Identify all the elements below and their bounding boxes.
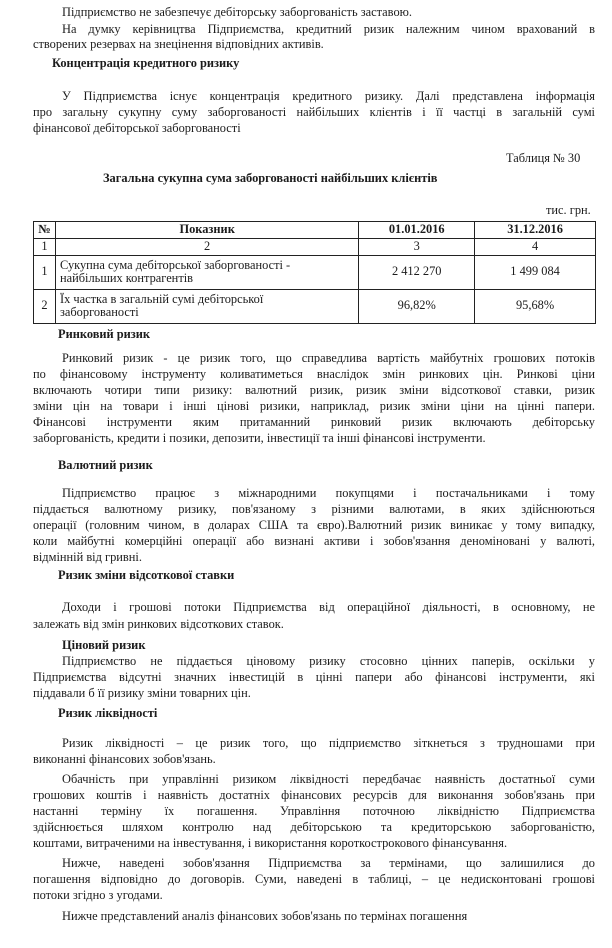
- section-heading-price-risk: Ціновий ризик: [62, 638, 146, 652]
- header-date-start: 01.01.2016: [359, 222, 475, 239]
- market-line-2: по фінансовому інструменту коливатиметься внаслідок змін ринкових цін. Ринкові ціни: [33, 367, 595, 381]
- table-colnum-row: [34, 239, 596, 256]
- intro-line-1: Підприємство не забезпечує дебіторську заборгованість заставою.: [62, 5, 412, 19]
- table-row: [34, 289, 596, 323]
- row-label-line: заборгованості: [59, 305, 139, 319]
- liquidity-line-2: виконанні фінансових зобов'язань.: [33, 752, 216, 766]
- concentration-line-3: фінансової дебіторської заборгованості: [33, 121, 241, 135]
- price-line-2: Підприємства відсутні значних інвестицій в цінні папери або фінансові інструменти, які: [33, 670, 595, 684]
- market-line-6: заборгованість, кредити і позики, депозити, інвестиції та інші фінансові інструменти.: [33, 431, 486, 445]
- row-label-line: найбільших контрагентів: [59, 271, 194, 285]
- liquidity-line-3: Обачність при управлінні ризиком ліквідності передбачає наявність достатньої суми: [62, 772, 595, 786]
- section-heading-currency-risk: Валютний ризик: [58, 458, 153, 472]
- liquidity-line-7: коштами, витраченими на інвестування, і використання короткострокового фінансування.: [33, 836, 508, 850]
- currency-line-3: операції (головним чином, в доларах США та євро).Валютний ризик виникає у тому випадку,: [33, 518, 595, 532]
- colnum-2: 2: [55, 239, 358, 256]
- market-line-4: зміни цін на товари і інші цінові ризики, наприклад, ризик зміни ціни на цінні папери.: [33, 399, 595, 413]
- section-heading-concentration: Концентрація кредитного ризику: [52, 56, 240, 70]
- intro-line-2b: створених резервах на знецінення відповідних активів.: [33, 37, 324, 51]
- row-number: 1: [34, 255, 56, 289]
- colnum-3: 3: [359, 239, 475, 256]
- concentration-line-1: У Підприємства існує концентрація кредитного ризику. Далі представлена інформація: [62, 89, 595, 103]
- section-heading-market-risk: Ринковий ризик: [58, 327, 151, 341]
- row-value-end: 1 499 084: [475, 255, 596, 289]
- market-line-1: Ринковий ризик - це ризик того, що справедлива вартість майбутніх грошових потоків: [62, 351, 595, 365]
- currency-line-2: піддається валютному ризику, пов'язаному з різними валютами, в яких здійснюються: [33, 502, 595, 516]
- intro-line-2a: На думку керівництва Підприємства, кредитний ризик належним чином врахований в: [62, 22, 595, 36]
- interest-line-2: залежать від змін ринкових відсоткових ставок.: [33, 617, 284, 631]
- row-number: 2: [34, 289, 56, 323]
- section-heading-liquidity-risk: Ризик ліквідності: [58, 706, 158, 720]
- debt-table: [33, 221, 596, 324]
- table-unit: тис. грн.: [546, 203, 591, 217]
- interest-line-1: Доходи і грошові потоки Підприємства від операційної діяльності, в основному, не: [62, 600, 595, 614]
- row-label: [55, 255, 358, 289]
- header-number: №: [34, 222, 56, 239]
- table-row: [34, 255, 596, 289]
- liquidity-line-5: настанні терміну їх погашення. Управління поточною ліквідністю Підприємства: [33, 804, 595, 818]
- liquidity-line-6: здійснюється шляхом контролю над дебіторською та кредиторською заборгованістю,: [33, 820, 595, 834]
- market-line-3: включають чотири типи ризику: валютний ризик, ризик зміни відсоткової ставки, ризик: [33, 383, 595, 397]
- liquidity-line-9: погашення відповідно до договорів. Суми, наведені в таблиці, – це недисконтовані грошові: [33, 872, 595, 886]
- table-title: Загальна сукупна сума заборгованості найбільших клієнтів: [103, 171, 438, 185]
- row-value-end: 95,68%: [475, 289, 596, 323]
- row-value-start: 96,82%: [359, 289, 475, 323]
- liquidity-line-4: грошових коштів і наявність достатніх фінансових ресурсів для виконання зобов'язань при: [33, 788, 595, 802]
- liquidity-line-10: потоки згідно з угодами.: [33, 888, 163, 902]
- row-label-line: Сукупна сума дебіторської заборгованості -: [59, 257, 291, 272]
- table-header-row: [34, 222, 596, 239]
- row-label-line: Їх частка в загальній сумі дебіторської: [59, 291, 264, 306]
- colnum-1: 1: [34, 239, 56, 256]
- price-line-3: піддавали б її ризику зміни товарних цін.: [33, 686, 251, 700]
- currency-line-5: відмінній від гривні.: [33, 550, 142, 564]
- liquidity-line-11: Нижче представлений аналіз фінансових зобов'язань по термінах погашення: [62, 909, 468, 923]
- colnum-4: 4: [475, 239, 596, 256]
- section-heading-interest-risk: Ризик зміни відсоткової ставки: [58, 568, 235, 582]
- liquidity-line-8: Нижче, наведені зобов'язання Підприємства за термінами, що залишилися до: [62, 856, 595, 870]
- liquidity-line-1: Ризик ліквідності – це ризик того, що підприємство зіткнеться з трудношами при: [62, 736, 595, 750]
- header-date-end: 31.12.2016: [475, 222, 596, 239]
- row-label: [55, 289, 358, 323]
- table-number: Таблиця № 30: [506, 151, 581, 165]
- currency-line-4: коли майбутні комерційні операції або визнані активи і зобов'язання деноміновані у валюті,: [33, 534, 595, 548]
- concentration-line-2: про загальну сукупну суму заборгованості найбільших клієнтів і її частці в загальній сумі: [33, 105, 595, 119]
- currency-line-1: Підприємство працює з міжнародними покупцями і постачальниками і тому: [62, 486, 595, 500]
- header-indicator: Показник: [55, 222, 358, 239]
- row-value-start: 2 412 270: [359, 255, 475, 289]
- market-line-5: Фінансові інструменти яким притаманний ринковий ризик включають дебіторську: [33, 415, 595, 429]
- price-line-1: Підприємство не піддається ціновому ризику стосовно цінних паперів, оскільки у: [62, 654, 595, 668]
